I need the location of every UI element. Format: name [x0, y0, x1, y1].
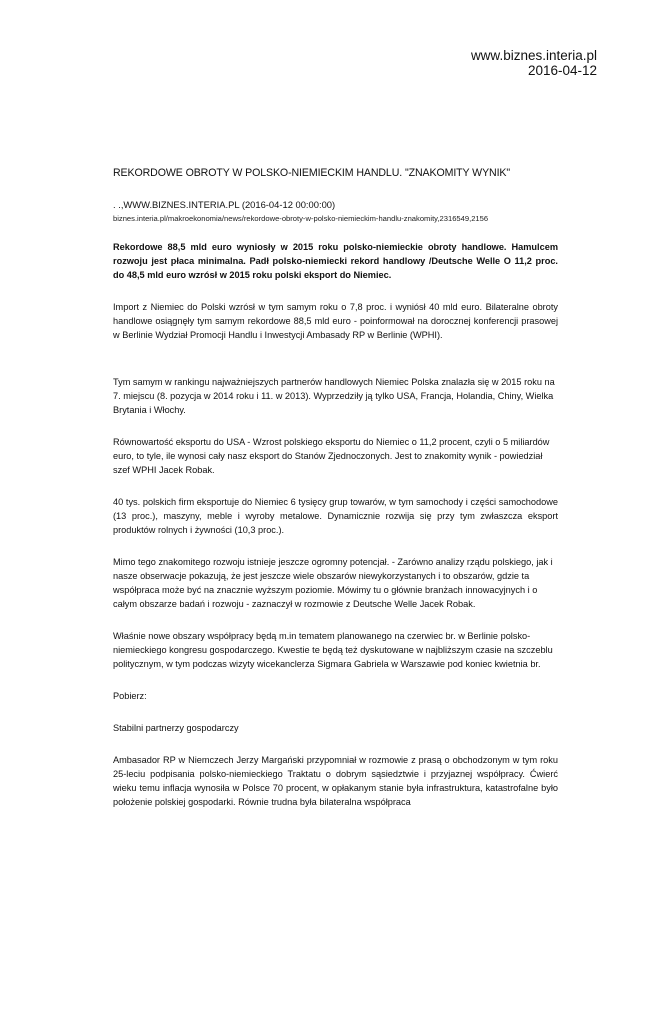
paragraph: Mimo tego znakomitego rozwoju istnieje jeszcze ogromny potencjał. - Zarówno analizy rządu polskiego, jak i nasze obserwacje pokazują, że jest jeszcze wiele obszarów niewykorzystanych i to obszarów, gdzie ta współpraca może być na znacznie wyższym poziomie. Mówimy tu o głównie branżach innowacyjnych i o całym obszarze badań i rozwoju - zaznaczył w rozmowie z Deutsche Welle Jacek Robak.	[113, 557, 553, 609]
site-name: www.biznes.interia.pl	[470, 48, 597, 63]
document-header	[471, 48, 597, 78]
paragraph: Ambasador RP w Niemczech Jerzy Margański przypomniał w rozmowie z prasą o obchodzonym w tym roku 25-leciu podpisania polsko-niemieckiego Traktatu o dobrym sąsiedztwie i przyjaznej współpracy. Ćwierć wieku temu inflacja wynosiła w Polsce 70 procent, w opłakanym stanie była infrastruktura, katastrofalne było położenie polskiej gospodarki. Równie trudna była bilateralna współpraca	[113, 755, 558, 807]
paragraph: Pobierz:	[113, 691, 147, 701]
paragraph: 40 tys. polskich firm eksportuje do Niemiec 6 tysięcy grup towarów, w tym samochody i części samochodowe (13 proc.), maszyny, meble i wyroby metalowe. Dynamicznie rozwija się przy tym zwłaszcza eksport produktów rolnych i żywności (10,3 proc.).	[113, 497, 558, 535]
paragraph: Właśnie nowe obszary współpracy będą m.in tematem planowanego na czerwiec br. w Berlinie polsko-niemieckiego kongresu gospodarczego. Kwestie te będą też dyskutowane w najbliższym czasie na szczeblu politycznym, w tym podczas wizyty wicekanclerza Sigmara Gabriela w Warszawie pod koniec kwietnia br.	[113, 631, 553, 669]
article-title: REKORDOWE OBROTY W POLSKO-NIEMIECKIM HANDLU. "ZNAKOMITY WYNIK"	[113, 167, 511, 179]
paragraph: Tym samym w rankingu najważniejszych partnerów handlowych Niemiec Polska znalazła się w 2015 roku na 7. miejscu (8. pozycja w 2014 roku i 11. w 2013). Wyprzedziły ją tylko USA, Francja, Holandia, Chiny, Wielka Brytania i Włochy.	[113, 377, 555, 415]
document-date: 2016-04-12	[527, 63, 597, 78]
article-body	[113, 166, 558, 809]
paragraph: Import z Niemiec do Polski wzrósł w tym samym roku o 7,8 proc. i wyniósł 40 mld euro. Bilateralne obroty handlowe osiągnęły tym samym rekordowe 88,5 mld euro - poinformował na dorocznej konferencji prasowej w Berlinie Wydział Promocji Handlu i Inwestycji Ambasady RP w Berlinie (WPHI).	[113, 302, 558, 340]
article-lead: Rekordowe 88,5 mld euro wyniosły w 2015 roku polsko-niemieckie obroty handlowe. Hamulcem rozwoju jest płaca minimalna. Padł polsko-niemiecki rekord handlowy /Deutsche Welle O 11,2 proc. do 48,5 mld euro wzrósł w 2015 roku polski eksport do Niemiec.	[113, 242, 558, 280]
section-heading: Stabilni partnerzy gospodarczy	[113, 723, 239, 733]
article-url: biznes.interia.pl/makroekonomia/news/rekordowe-obroty-w-polsko-niemieckim-handlu-znakomity,2316549,2156	[113, 214, 489, 223]
paragraph: Równowartość eksportu do USA - Wzrost polskiego eksportu do Niemiec o 11,2 procent, czyli o 5 miliardów euro, to tyle, ile wynosi cały nasz eksport do Stanów Zjednoczonych. Jest to znakomity wynik - powiedział szef WPHI Jacek Robak.	[113, 437, 550, 475]
article-source: . .,WWW.BIZNES.INTERIA.PL (2016-04-12 00:00:00)	[113, 199, 336, 210]
